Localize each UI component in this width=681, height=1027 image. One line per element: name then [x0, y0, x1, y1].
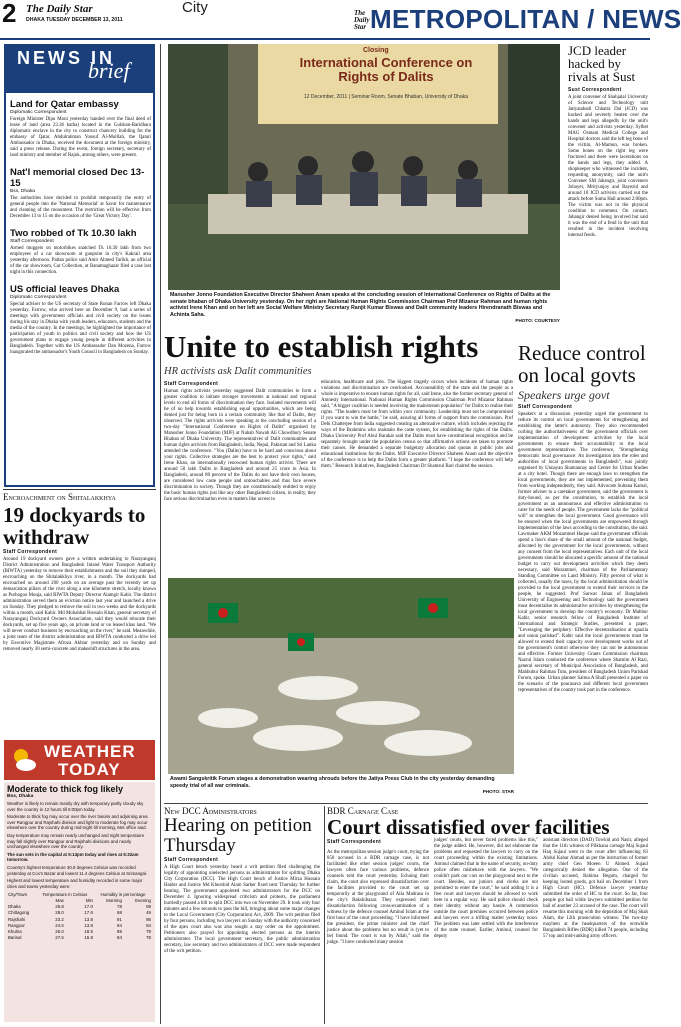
table-cell: 16.8	[84, 935, 93, 941]
brief-byline: Staff Correspondent	[10, 239, 54, 244]
brief-headline: Land for Qatar embassy	[10, 99, 119, 110]
brief-text: Foreign Minister Dipu Moni yesterday handed over the final deed of lease of land (area 23.36 katha) located in the Gulshan-Baridhara diplomatic enclave in the city to construct chancery building for the embassy of Qatar. Abdulrahman Yousuf Al-Mulllah, the Qatari Ambassador in Dhaka, received the document at the foreign ministry, said a press release. During the event, foreign secretary, secretary of land ministry and member of Rajuk, among others, were present.	[10, 117, 151, 158]
protest-photo	[168, 578, 514, 774]
dalit-headline	[164, 330, 514, 366]
news-in-brief-subtitle: brief	[88, 58, 130, 83]
brief-list	[10, 94, 151, 484]
article-body-col-2: education, healthcare and jobs. The biggest tragedy occurs when incidents of human rights violations and discrimination are overlooked. Accountability of the state and the people as a whole is imperative to ensure human rights for all, said Irene, also the former secretary general of Amnesty International. National Human Rights Commission Chairman Prof Mizanur Rahman said, "A bigger coalition is needed involving the mainstream population" for Dalits to realise their rights. "The leaders must be from within your community. Leadership must not be compromised if you want to win the battle," he said, assuring all forms of support from the commission. Prof Debi Chatterjee from India suggested creating an alternative culture, which includes rejecting the ways of the Brahmins who maintain the caste system, for establishing the rights of the Dalits. Dhaka University Prof Abul Barakat said the Dalits must have constitutional recognition and be separately brought under the population census so that affirmative actions are taken to promote their causes. He demanded a separate budgetary allocation and quotas in public jobs and educational institutions for the Dalits. MJF Executive Director Shaheen Anam said the objective of the conference is to help the Dalits form a greater platform. "I hope the conference will help them." Research Initiatives, Bangladesh Chairman Dr Shamsul Bari chaired the session.	[321, 380, 513, 469]
article-byline: Sust Correspondent	[568, 87, 622, 93]
weather-line: Country's highest temperature 30.8 degrees Celsius was recorded yesterday at Cox's Bazar and lowest 11.4 degrees Celsius at Srimangal.	[7, 864, 148, 876]
article-byline: Staff Correspondent	[327, 839, 382, 845]
table-row	[7, 935, 152, 941]
article-headline: JCD leader hacked by rivals at Sust	[568, 43, 636, 84]
weather-title: WEATHER	[44, 742, 136, 761]
weather-subtitle: TODAY	[58, 760, 121, 779]
banner-text: International Conference on Rights of Dalits	[299, 55, 473, 84]
table-cell: 17.0	[84, 904, 93, 910]
weather-line: Day temperature may remain nearly unchanged and night temperature may fall slightly over Rangpur and Rajshahi divisions and nearly unchanged elsewhere over the country.	[7, 832, 145, 850]
article-body-col-1: Human rights activists yesterday suggested Dalit communities to form a greater coalition to initiate stronger movements at national and regional levels to end all forms of discrimination they face. Isolated movements will be of no help towards establishing equal opportunities, which are being denied just for being born in a certain community like that of Dalits, they observed. The rights activists were speaking at the concluding session of a two-day "International Conference on Rights of Dalits" organised by Manusher Jonno Foundation (MJF) at Nabab Nawab Ali Chowdhury Senate Bhaban of Dhaka University. The representatives of Dalit communities and human rights activists from Bangladesh, India, Nepal, Pakistan and Sri Lanka attended the conference. "You (Dalits) have to be hard and conscious about your rights. Collective strategies are the best to protect your rights," said Irene Khan, an internationally renowned human rights activist. There are around 50 lakh Dalits in Bangladesh and around 25 crore in Asia. In Bangladesh, around 80 percent of the Dalits do not have their own houses, are considered low caste people and untouchables and thus face severe discrimination in society. Though they are constitutionally entitled to enjoy the basic human rights just like any other Bangladeshi citizen, in reality, they face serious discrimination even in matters like access to	[164, 389, 316, 502]
weather-banner	[4, 740, 155, 780]
article-subhead: Speakers urge govt	[518, 388, 610, 402]
table-cell: 49	[146, 910, 151, 916]
table-cell: Rangpur	[8, 922, 25, 928]
table-cell: 86	[146, 916, 151, 922]
article-body: Around 19 dockyard owners gave a written undertaking to Narayanganj District Administration and Bangladesh Inland Water Transport Authority (BIWTA) yesterday to remove their establishments and the soil they dumped, encroaching on the Shitalakkhya river, in a month. The dockyards had encroached on around 200 yards on an average past the recently set up demarcation pillars of the river along a one kilometre stretch, locally known as Purbogoo Mouja, said BIWTA Deputy Director Alamgir Kabir. The district administration served them an eviction notice last year and launched a drive on Sunday. They pledged to remove the soil in two weeks and the dockyards within a month, said Kabir. Md Mobahbat Hossain Khan, general secretary of Narayanganj Dockyard Owners Association, said they would relocate their dockyards, set up five years ago, on private land or on leased khas land. "We will never conduct business by encroaching on the river," he said. Meanwhile, a joint team of the district administration and BIWTA conducted a drive led by Executive Magistrate Afroza Akhtar yesterday and on Sunday and removed nearly 30 semi-concrete and makeshift structures in the area.	[3, 557, 156, 652]
table-cell: 24.5	[55, 922, 64, 928]
column-divider	[160, 44, 161, 1024]
news-in-brief-box	[4, 44, 155, 487]
table-cell: 23.2	[55, 916, 64, 922]
article-body-col-3: assistant directors (DAD) Towhid and Nasir, alleged that the 11th witness of Pilkhana carnage Maj Sujaul Haq Sujaul went to the court after influencing 83 Abdul Kabar Ahmad as per the instruction of former army chief Gen Moeen U Ahmed. Sujaul categorically denied the allegation. One of the civilian accused, Rahima Begum, charged for keeping looted goods, got bail on December 1 from High Court (HC). Defence lawyer yesterday submitted the order of HC to the court. So far, four people got bail while lawyers submitted petition for bail of another 23 accused of the case. The court will resume this morning with the deposition of Maj Shah Alam, the 12th prosecution witness. The two-day mayhem at the headquarters of the erstwhile Bangladesh Rifles (BDR) killed 74 people, including 57 top and mid-ranking army officers.	[543, 838, 648, 939]
weather-table	[7, 891, 152, 941]
article-headline: Hearing on petition Thursday	[164, 815, 312, 856]
article-headline: Reduce control on local govts	[518, 341, 646, 387]
brief-item	[10, 167, 151, 220]
brief-headline: Two robbed of Tk 10.30 lakh	[10, 228, 137, 239]
table-header: Temperature in Celsius	[42, 891, 88, 897]
article-body: A joint convener of Shahjalal University of Science and Technology unit Jatiyatabadi Chhatra Dal (JCD) was hacked and severely beaten over the hands and legs allegedly by the unit's convener and activists yesterday. Sylhet MAG Osmani Medical College and Hospital doctors said the left leg bone of the victim, Al-Mamun, was broken. Some bones on the right leg were fractured and there were lacerations on the hands and legs, they added. A shopkeeper who witnessed the incident, requesting anonymity, said the unit's Convener SM Jahangir, joint conveners Jobayer, Mrityunjoy and Bayezid and around 10 JCD activists carried out the attack before Suma Hall around 2:00pm. The victim was not in the physical condition to comment. On contact, Jahangir denied being involved but said it was the end of a feud in the unit that resulted in the incident involving internal feuds.	[568, 95, 648, 238]
brief-byline: Diplomatic Correspondent	[10, 110, 67, 115]
table-cell: 13.8	[84, 916, 93, 922]
table-cell: 13.8	[84, 922, 93, 928]
table-cell: Chittagong	[8, 910, 30, 916]
brief-headline: US official leaves Dhaka	[10, 284, 120, 295]
article-body: A High Court bench yesterday heard a writ petition filed challenging the legality of appointing unelected persons as administrators for splitting Dhaka City Corporation (DCC). The High Court bench of Justice Mirza Hussain Haider and Justice Md Khurshid Alam Sarker fixed next Thursday for further hearing. The government appointed two administrators for the DCC on December 4. Ignoring widespread criticism and protests, the parliament hurriedly passed a bill to split DCC into two on November 29. It took only four minutes and a few seconds to pass the bill, bringing about some major changes to the Local Government (City Corporation) Act, 2009. The writ petition filed by four persons, including two lawyers on Sunday with the authority concerned of the apex court also was also sought a stay order on the appointment. Petitioners also prayed for appointing elected persons as the interim administrator. The local government secretary, the public administration secretary, law secretary and two administrators of DCC were made respondent of the writ petition.	[164, 865, 320, 954]
brief-text: Special adviser to the US secretary of State Ronan Farrow left Dhaka yesterday. Farrow, who arrived here on December 9, had a series of meetings with government officials and civil society on the issues during his stay in Dhaka with youth leaders, educators, students and the media of the country. In the meetings, he highlighted the importance of participation of youth in politics and civil society and how the US government plans to engage young people in different activities in Bangladesh. Together with the US Ambassador Dan Mozena, Farrow inaugurated the ambassador's Youth Council in Bangladesh on Sunday.	[10, 302, 151, 355]
table-cell: 28.0	[55, 910, 64, 916]
table-cell: 91	[117, 916, 122, 922]
table-cell: Rajshahi	[8, 916, 26, 922]
article-byline: Staff Correspondent	[164, 381, 219, 387]
news-in-brief-banner	[6, 46, 153, 93]
article-body-col-1: As the metropolitan session judge's court, trying the 850 accused in a BDR carnage case, is not facilitated like other session judges' courts, the lawyers often face various problems, defence counsels told the court yesterday. Echoing their claim, the court also expressed dissatisfaction over the facilities provided to the court set up temporarily at the playground of Alia Madrasa in the city's Bakshibazar. They expressed their dissatisfaction following cross-examination of a witness by the defence counsel Aminul Islam at the first hour of the court proceeding. "I have informed the president, the prime minister and the chief justice about the problems but no result is (yet to be) found. The court is run by Allah," said the judge. "I have conducted many session	[327, 850, 429, 945]
article-kicker: BDR Carnage Case	[327, 806, 399, 816]
weather-line: Highest and lowest temperature and humidity recorded in some major cities and towns yesterday were:	[7, 878, 143, 889]
table-cell: Barisal	[8, 935, 22, 941]
page-header	[0, 0, 681, 40]
brief-headline: Nat'l memorial closed Dec 13-15	[10, 167, 145, 189]
article-headline: 19 dockyards to withdraw	[3, 503, 146, 549]
dcc-article	[164, 806, 320, 1024]
brief-item	[10, 284, 151, 356]
table-cell: 25.8	[55, 904, 64, 910]
table-cell: 78	[117, 904, 122, 910]
news-in-brief-title: NEWS IN	[17, 48, 116, 68]
brief-byline: Diplomatic Correspondent	[10, 295, 67, 300]
table-cell: 26.0	[55, 929, 64, 935]
table-cell: 18.5	[84, 929, 93, 935]
table-cell: 79	[146, 929, 151, 935]
table-cell: 89	[117, 929, 122, 935]
banner-subtext: 12 December, 2011 | Seminar Room, Senate Bhaban, University of Dhaka	[303, 94, 469, 100]
brief-byline: Bss, Dhaka	[10, 189, 36, 194]
brief-item	[10, 228, 151, 276]
section-divider	[164, 803, 648, 804]
article-byline: Staff Correspondent	[164, 857, 219, 863]
issue-date: DHAKA TUESDAY DECEMBER 13, 2011	[26, 17, 123, 23]
table-subheader: Min	[85, 898, 93, 904]
weather-line: Moderate to thick fog may occur over the river basins and adjoining area over Rangpur and Rajshahi division and light to moderate fog may occur elsewhere over the country during mid-night till morning, Met office said.	[7, 814, 148, 831]
star-logo: The Daily Star	[354, 9, 370, 31]
table-cell: 84	[146, 922, 151, 928]
table-cell: 59	[146, 904, 151, 910]
conference-caption-block	[170, 292, 560, 332]
article-byline: Staff Correspondent	[518, 404, 573, 410]
brief-text: The authorities have decided to prohibit temporarily the entry of general people into the 'National Memorial' at Savar for maintenance and cleaning of the monument. The restriction will be effective from December 13 to 15 on the occasion of the 'Great Victory Day'.	[10, 196, 151, 219]
masthead: The Daily Star	[26, 3, 93, 15]
weather-headline: Moderate to thick fog likely	[7, 784, 124, 794]
weather-body	[4, 782, 155, 1022]
dalit-byline-wrap	[164, 380, 314, 389]
article-headline: Court dissatisfied over facilities	[327, 815, 610, 839]
dockyards-article	[3, 489, 156, 735]
jcd-article	[568, 44, 648, 374]
table-cell: 94	[117, 922, 122, 928]
table-header: City/Town	[8, 891, 28, 897]
weather-line: Weather is likely to remain mainly dry with temporary partly cloudy sky over the country in 12 hours till 6:00pm today.	[7, 801, 144, 812]
column-divider	[324, 806, 325, 1024]
table-cell: 17.6	[84, 910, 93, 916]
table-cell: 27.5	[55, 935, 64, 941]
weather-byline: Bss, Dhaka	[7, 794, 34, 799]
conference-photo	[168, 44, 560, 290]
table-cell: Dhaka	[8, 904, 21, 910]
article-kicker: New DCC Administrators	[164, 806, 257, 816]
banner-top-text: Closing	[363, 47, 389, 54]
table-cell: 68	[117, 910, 122, 916]
photo-caption: Manusher Jonno Foundation Executive Director Shaheen Anam speaks at the concluding session of International Conference on Rights of Dalits at the senate bhaban of Dhaka University yesterday. On her right are National Human Rights Commission Chairman Prof Mizanur Rahman and human rights activist Irene Khan and on her left are Social Welfare Ministry Secretary Ranjit Kumar Biswas and Dalit community leaders Hirendranath Biswas and Achinta Saha.	[170, 292, 551, 318]
table-cell: 84	[117, 935, 122, 941]
article-body-col-2: judges' courts, but never faced problems like this," the judge added. He, however, did not elaborate the problems and requested the lawyers to carry on the court proceeding within the existing limitations. Aminul claimed that in the name of security, on-duty police often misbehave with the lawyers. "We couldn't park our cars on the playground next to the court. Besides, our juniors and clerks are not permitted to enter the court," he said adding it is a free court and lawyers should be allowed to work here in a regular way. He said police should check their identity without any hassle. A commotion outside the court premises occurred between police and lawyers over a trifling matter yesterday noon. The problem was later settled with the interference of the state counsel. Earlier, Aminul, counsel for deputy	[434, 838, 538, 939]
page-number: 2	[2, 0, 17, 28]
brief-item	[10, 99, 151, 159]
brief-text: Armed muggers on motorbikes snatched Tk 10.30 lakh from two employees of a car showroom at gunpoint in city's Kakrail area yesterday afternoon. Paltan police said Amir Ahmed Tarikh, an official of the car showroom, Car Collection, at Banamaghazar filed a case last night in this connection.	[10, 246, 151, 275]
article-headline: Unite to establish rights	[164, 329, 479, 364]
section-label-city: City	[182, 0, 208, 16]
article-subhead: HR activists ask Dalit communities	[164, 366, 312, 377]
local-govt-article	[518, 342, 648, 757]
table-header: Humidity in percentage	[100, 891, 146, 897]
photo-caption: Awami Sangskritik Forum stages a demonstration wearing shrouds before the Jatiya Press Club in the city yesterday demanding speedy trial of all war criminals.	[170, 776, 495, 789]
photo-credit: PHOTO: STAR	[482, 789, 514, 794]
table-cell: Khulna	[8, 929, 22, 935]
sun-cloud-icon	[8, 744, 38, 774]
protest-caption-block	[170, 776, 514, 798]
table-subheader: Evening	[135, 898, 151, 904]
photo-credit: PHOTO: COURTESY	[515, 318, 560, 323]
weather-line: The sun sets in the capital at 5:13pm today and rises at 6:32am tomorrow.	[7, 851, 139, 863]
article-kicker: Encroachment on Shitalakkhya	[3, 489, 156, 502]
weather-box	[4, 740, 155, 1023]
table-subheader: Morning	[106, 898, 122, 904]
section-title: METROPOLITAN / NEWS	[370, 4, 681, 34]
article-byline: Staff Correspondent	[3, 549, 58, 555]
table-cell: 78	[146, 935, 151, 941]
table-subheader: Max	[55, 898, 64, 904]
article-body: Speakers at a discussion yesterday urged the government to reduce its control on local governments for strengthening and establishing the latter's autonomy. They also recommended curbing the authoritativeness of the government officials over implementation of development activities by the local governments to ensure their accountability to the local government representatives. The conference, "Strengthening democratic local governance: An investigation into the roles and authorities of local governments in Bangladesh", was jointly organised by Unnayan Shamannay and Centre for Urban Studies at a city hotel. Though there are enough laws to strengthen the local governments, they are not implemented, preventing them from working independently, they said. Advocate Sultana Kamal, former adviser to a caretaker government, said the government is duty-bound, as per the constitution, to establish the local government as an autonomous and effective administration to cater for the needs of people. The government lacks the "political will" to strengthen the local government. Good governance will be ensured when the local governments are empowered through implementation of the laws according to the constitution, she said. Lawmaker AKM Mozammel Haque said the government officials spend a lion's share of the small amount of the national budget, allocated by the government for the local governments, without any consent from the local representatives. Each unit of the local governments should be allocated a specific amount of the national budget to carry out development activities which they deem necessary, said Mozammel, chairman of the Parliamentary Standing Committee on Land Ministry. Fifty percent of what is collected, usually the taxes, by the local administration should be provided to the local government to extend their services to the people, he suggested. Prof Sarwar Jahan of Bangladesh University of Engineering and Technology said the government must decentralise its administrative activities by strengthening the local government to develop the country's economy. Dr Mahbur Kabir, senior research fellow of Bangladesh Institute of International and Strategic Studies, presented a paper, "Leveraging the periphery: Effective decentralisation at upazila and union parishad". Kabir said the local governments must be allowed to extend their capacity over development works out of the government's control otherwise they can not be autonomous and effective. Former University Grants Commission chairman Nazrul Islam conducted the conference where Shamim Al Razi, general secretary of Municipal Association of Bangladesh, and Mahbubur Rahman Tutu, president of Bangladesh Union Parishad Forum, spoke. Urban planner Salma A Shafi presented a paper on the scenario of the pourasava and different local government representatives of the country took part in the conference.	[518, 412, 648, 693]
